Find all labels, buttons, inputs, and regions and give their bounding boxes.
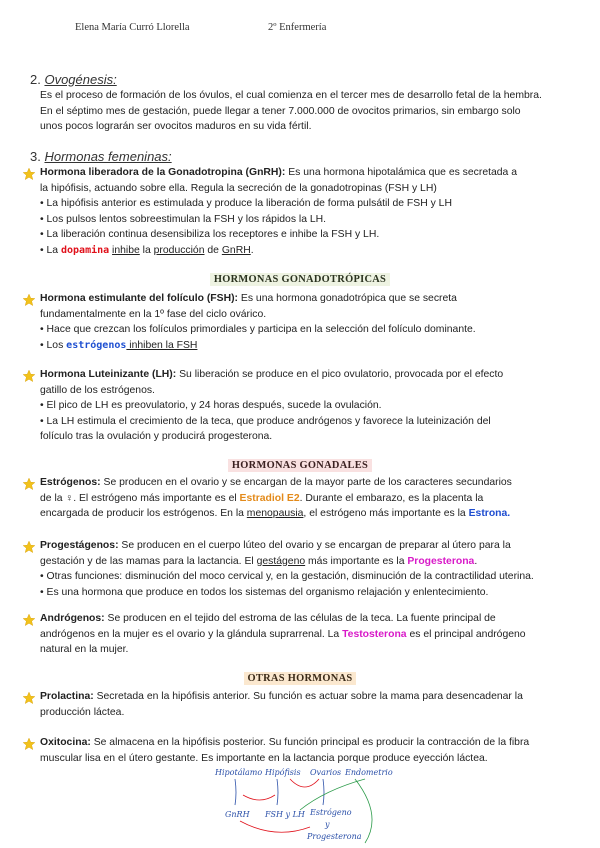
underlined-text: gestágeno [256, 555, 306, 567]
sketch-arrow-green [300, 779, 365, 810]
bullet: • La hipófisis anterior es estimulada y produce la liberación de forma pulsátil de FSH y LH [40, 198, 452, 210]
item-title: Hormona estimulante del folículo (FSH): [40, 293, 239, 304]
item-title: Oxitocina: [40, 737, 91, 748]
item-text: fundamentalmente en la 1º fase del ciclo ovárico. [40, 308, 267, 320]
sketch-label-hipotalamo: Hipotálamo [215, 768, 263, 777]
banner-label: HORMONAS GONADALES [228, 459, 372, 472]
fsh-block [40, 291, 588, 353]
item-title: Prolactina: [40, 691, 94, 702]
item-title: Andrógenos: [40, 613, 105, 624]
sketch-label-hipofisis: Hipófisis [265, 768, 301, 777]
oxitocina-block [40, 735, 588, 766]
bullet-text: . [250, 244, 254, 256]
item-text: gestación y de las mamas para la lactancia. El [40, 555, 257, 567]
star-icon [22, 737, 36, 751]
item-text: la hipófisis, actuando sobre ella. Regula la secreción de la gonadotropinas (FSH y LH) [40, 182, 437, 194]
sketch-label-fshlh: FSH y LH [265, 810, 305, 819]
item-text: es el principal andrógeno [406, 628, 526, 640]
lh-block [40, 367, 588, 445]
banner-label: HORMONAS GONADOTRÓPICAS [210, 273, 390, 286]
header-author: Elena María Curró Llorella [75, 22, 190, 33]
estrogenos-highlight: estrógenos [66, 339, 127, 351]
androgenos-block [40, 611, 588, 658]
sketch-arrow [323, 779, 324, 805]
item-text: producción láctea. [40, 706, 125, 718]
estrona-highlight: Estrona. [468, 508, 511, 520]
estrogenos-block [40, 475, 588, 522]
paragraph-line: Es el proceso de formación de los óvulos, el cual comienza en el tercer mes de desarrollo fetal de la hembra. [40, 90, 542, 101]
banner-label: OTRAS HORMONAS [244, 672, 357, 685]
item-text: Su liberación se produce en el pico ovulatorio, provocada por el efecto [176, 369, 504, 380]
section-number: 3. [30, 149, 41, 164]
item-text: . Durante el embarazo, es la placenta la [299, 492, 484, 504]
underlined-text: inhibe [112, 244, 140, 256]
sketch-arrow [235, 779, 236, 805]
bullet: • La liberación continua desensibiliza los receptores e inhibe la FSH y LH. [40, 229, 380, 241]
banner-gonadotropicas [0, 274, 600, 285]
item-title: Hormona Luteinizante (LH): [40, 369, 177, 380]
star-icon [22, 167, 36, 181]
star-icon [22, 691, 36, 705]
header-course: 2º Enfermería [268, 22, 327, 33]
banner-otras [0, 673, 600, 684]
sketch-label-progesterona: Progesterona [307, 832, 362, 841]
item-text: Se producen en el ovario y se encargan de la mayor parte de los caracteres secundarios [100, 477, 512, 488]
bullet-text: la [139, 244, 154, 256]
section-title: Ovogénesis: [44, 72, 117, 87]
underlined-text: menopausia [246, 508, 304, 520]
bullet: • Los pulsos lentos sobreestimulan la FSH y los rápidos la LH. [40, 213, 327, 225]
bullet: folículo tras la ovulación y producirá progesterona. [40, 431, 273, 443]
item-text [40, 491, 588, 507]
section-ovogenesis-heading [30, 72, 117, 87]
bullet [40, 338, 588, 354]
bullet [40, 243, 588, 259]
progesterona-highlight: Progesterona [407, 555, 475, 567]
bullet-text: • Los [40, 339, 67, 351]
item-text: más importante es la [305, 555, 408, 567]
testosterona-highlight: Testosterona [342, 628, 407, 640]
paragraph-line: En el séptimo mes de gestación, puede llegar a tener 7.000.000 de ovocitos primarios, sin embargo solo [40, 105, 521, 117]
sketch-arrow-red [240, 821, 310, 832]
underlined-text: producción [153, 244, 205, 256]
sketch-arrow-red [243, 795, 275, 800]
bullet: • Hace que crezcan los folículos primordiales y participa en la selección del folículo dominante. [40, 324, 476, 336]
item-text: gatillo de los estrógenos. [40, 384, 155, 396]
progestagenos-block [40, 538, 588, 600]
star-icon [22, 477, 36, 491]
dopamina-highlight: dopamina [60, 244, 110, 256]
estradiol-highlight: Estradiol E2 [239, 492, 300, 504]
item-text [40, 506, 588, 522]
item-text: muscular lisa en el útero gestante. Es importante en la lactancia porque produce eyección láctea. [40, 752, 488, 764]
item-text: Se producen en el tejido del estroma de las células de la teca. La fuente principal de [104, 613, 496, 624]
item-title: Estrógenos: [40, 477, 101, 488]
item-text: natural en la mujer. [40, 644, 129, 656]
section-hormonas-heading [30, 149, 172, 164]
banner-gonadales [0, 460, 600, 471]
prolactina-block [40, 689, 588, 720]
item-text: Es una hormona gonadotrópica que se secreta [238, 293, 457, 304]
hormone-axis-sketch [215, 765, 393, 845]
paragraph-line: unos pocos lograrán ser ovocitos maduros en su vida fértil. [40, 121, 312, 133]
bullet-text: de [204, 244, 222, 256]
sketch-label-endometrio: Endometrio [345, 768, 393, 777]
bullet: • Otras funciones: disminución del moco cervical y, en la gestación, disminución de la contractilidad uterina. [40, 571, 534, 583]
sketch-arrow-red [290, 779, 319, 787]
underlined-text: inhiben la FSH [126, 339, 198, 351]
item-text: Es una hormona hipotalámica que es secretada a [285, 167, 517, 178]
item-text: . [474, 555, 478, 567]
star-icon [22, 369, 36, 383]
section-number: 2. [30, 72, 41, 87]
item-title: Progestágenos: [40, 540, 119, 551]
star-icon [22, 613, 36, 627]
item-text: Secretada en la hipófisis anterior. Su función es actuar sobre la mama para desencadenar la [93, 691, 523, 702]
sketch-label-estrogeno: Estrógeno [310, 808, 352, 817]
sketch-label-gnrh: GnRH [225, 810, 250, 819]
ovogenesis-paragraph [40, 88, 585, 135]
bullet-text: • La [40, 244, 61, 256]
sketch-label-ovarios: Ovarios [310, 768, 342, 777]
bullet: • El pico de LH es preovulatorio, y 24 horas después, sucede la ovulación. [40, 400, 382, 412]
item-text: encargada de producir los estrógenos. En la [40, 508, 247, 520]
sketch-arrow [277, 779, 278, 805]
item-text [40, 627, 588, 643]
item-title: Hormona liberadora de la Gonadotropina (GnRH): [40, 167, 286, 178]
gnrh-block [40, 165, 588, 259]
bullet: • La LH estimula el crecimiento de la teca, que produce andrógenos y favorece la luteinización del [40, 415, 491, 427]
section-title: Hormonas femeninas: [44, 149, 172, 164]
underlined-text: GnRH [221, 244, 251, 256]
bullet: • Es una hormona que produce en todos los sistemas del organismo relajación y enlentecimiento. [40, 586, 489, 598]
item-text: de la ♀. El estrógeno más importante es el [40, 492, 240, 504]
item-text: andrógenos en la mujer es el ovario y la glándula suprarrenal. La [40, 628, 343, 640]
star-icon [22, 293, 36, 307]
star-icon [22, 540, 36, 554]
item-text: Se almacena en la hipófisis posterior. Su función principal es producir la contracción de la fibra [90, 737, 530, 748]
item-text [40, 554, 588, 570]
item-text: Se producen en el cuerpo lúteo del ovario y se encargan de preparar al útero para la [118, 540, 511, 551]
item-text: , el estrógeno más importante es la [303, 508, 469, 520]
sketch-label-y: y [325, 820, 330, 829]
